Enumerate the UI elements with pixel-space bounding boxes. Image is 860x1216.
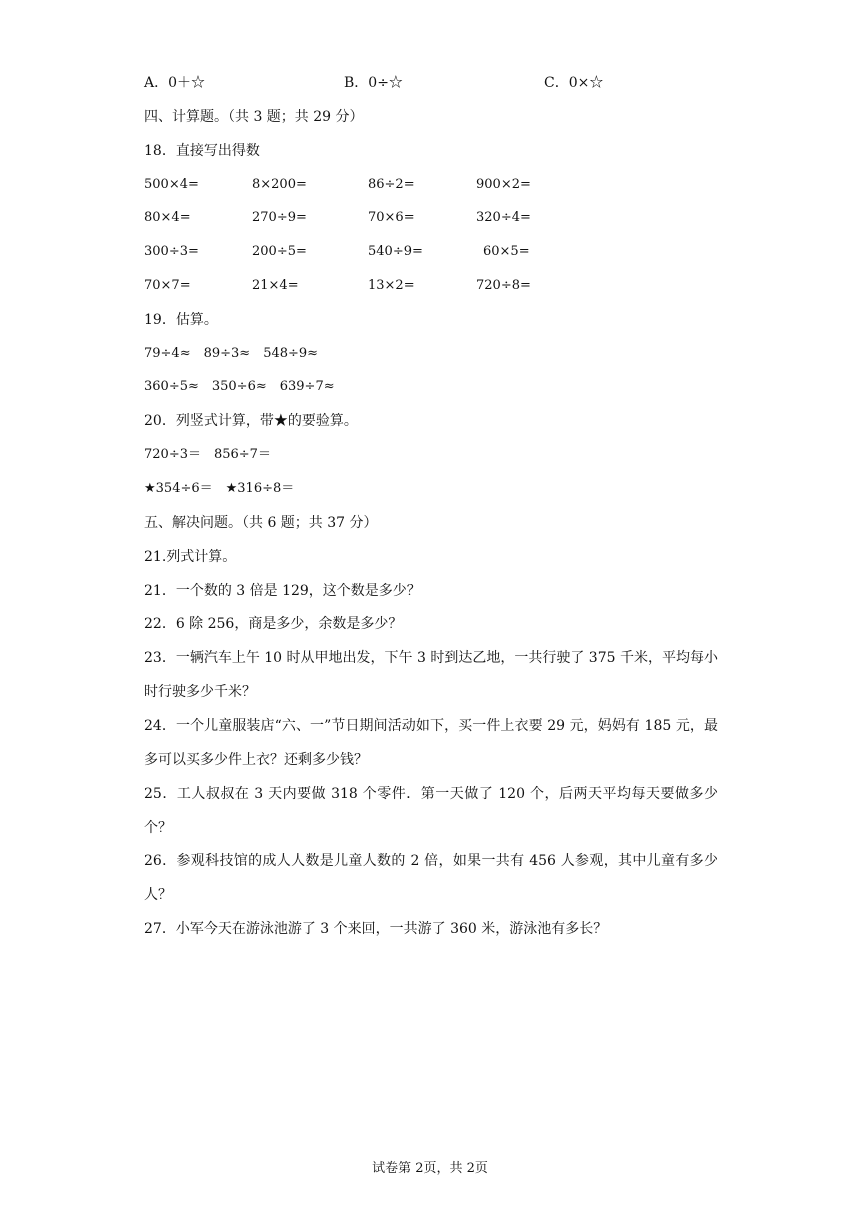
q27-question: 27．小军今天在游泳池游了 3 个来回，一共游了 360 米，游泳池有多长？: [144, 921, 608, 937]
q18-title: 18．直接写出得数: [144, 143, 260, 159]
q19-line1: 79÷4≈ 89÷3≈ 548÷9≈: [144, 346, 319, 361]
q18-cell: 900×2=: [476, 177, 531, 192]
q18-cell: 70×6=: [368, 210, 415, 225]
q21-question: 21．一个数的 3 倍是 129，这个数是多少？: [144, 583, 421, 599]
q22-question: 22．6 除 256，商是多少，余数是多少？: [144, 616, 403, 632]
q24-question: 24．一个儿童服装店“六、一”节日期间活动如下，买一件上衣要 29 元，妈妈有 185 元，最多可以买多少件上衣？还剩多少钱？: [144, 718, 718, 768]
option-c: C．0×☆: [544, 75, 604, 91]
q20-title: 20．列竖式计算，带★的要验算。: [144, 413, 358, 429]
q18-cell: 200÷5=: [252, 244, 307, 259]
option-a: A．0＋☆: [144, 75, 206, 91]
q18-cell: 540÷9=: [368, 244, 423, 259]
section4-heading: 四、计算题。（共 3 题；共 29 分）: [144, 109, 364, 125]
q18-cell: 500×4=: [144, 177, 199, 192]
q19-title: 19．估算。: [144, 312, 218, 328]
q20-line1: 720÷3＝ 856÷7＝: [144, 447, 271, 462]
q18-cell: 320÷4=: [476, 210, 531, 225]
q18-cell: 270÷9=: [252, 210, 307, 225]
q18-cell: 70×7=: [144, 278, 191, 293]
q18-cell: 13×2=: [368, 278, 415, 293]
q23-question: 23．一辆汽车上午 10 时从甲地出发，下午 3 时到达乙地，一共行驶了 375 千米，平均每小时行驶多少千米？: [144, 650, 718, 700]
page-footer: 试卷第 2页，共 2页: [372, 1161, 488, 1176]
q18-cell: 86÷2=: [368, 177, 415, 192]
q18-cell: 8×200=: [252, 177, 307, 192]
q19-line2: 360÷5≈ 350÷6≈ 639÷7≈: [144, 379, 335, 394]
q18-cell: 60×5=: [483, 244, 530, 259]
q18-cell: 80×4=: [144, 210, 191, 225]
section5-heading: 五、解决问题。（共 6 题；共 37 分）: [144, 515, 378, 531]
q20-line2: ★354÷6＝ ★316÷8＝: [144, 481, 295, 496]
q26-question: 26．参观科技馆的成人人数是儿童人数的 2 倍，如果一共有 456 人参观，其中儿童有多少人？: [144, 853, 718, 903]
q21-header: 21.列式计算。: [144, 549, 237, 565]
q18-cell: 720÷8=: [476, 278, 531, 293]
option-b: B．0÷☆: [344, 75, 403, 91]
q18-cell: 300÷3=: [144, 244, 199, 259]
q18-cell: 21×4=: [252, 278, 299, 293]
q25-question: 25．工人叔叔在 3 天内要做 318 个零件．第一天做了 120 个，后两天平均每天要做多少个？: [144, 786, 718, 836]
